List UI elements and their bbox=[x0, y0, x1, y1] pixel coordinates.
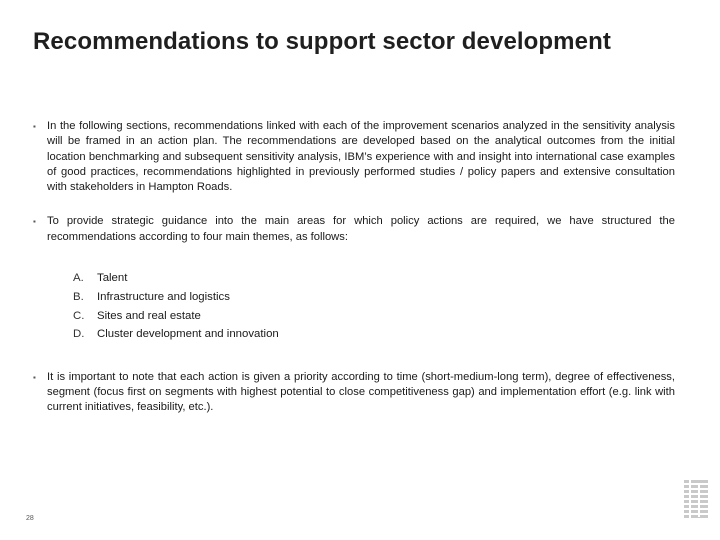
list-label: Infrastructure and logistics bbox=[97, 291, 230, 304]
list-label: Talent bbox=[97, 272, 128, 285]
bullet-text: It is important to note that each action is given a priority according to time (short-medium-long term), degree of effectiveness, segment (focus first on segments with highest potential to close competitiveness gap) and implementation effort (e.g. link with current initiatives, feasibility, etc.). bbox=[47, 370, 675, 414]
ibm-logo-icon bbox=[684, 480, 708, 520]
bullet-text: To provide strategic guidance into the main areas for which policy actions are required, we have structured the recommendations according to four main themes, as follows: bbox=[47, 215, 675, 243]
themes-list bbox=[47, 269, 675, 344]
list-item bbox=[47, 288, 675, 307]
bullet-marker: ▪ bbox=[33, 372, 36, 382]
slide-body bbox=[33, 119, 675, 416]
list-item bbox=[47, 306, 675, 325]
list-item bbox=[47, 269, 675, 288]
bullet-intro bbox=[33, 119, 675, 195]
bullet-marker: ▪ bbox=[33, 122, 36, 131]
page-number: 28 bbox=[26, 515, 34, 522]
slide-title: Recommendations to support sector development bbox=[33, 28, 611, 55]
list-letter: A. bbox=[73, 272, 84, 285]
list-letter: C. bbox=[73, 309, 85, 322]
list-label: Sites and real estate bbox=[97, 309, 201, 322]
bullet-themes-intro bbox=[33, 214, 675, 245]
list-label: Cluster development and innovation bbox=[97, 328, 279, 341]
bullet-text: In the following sections, recommendations linked with each of the improvement scenarios analyzed in the sensitivity analysis will be framed in an action plan. The recommendations are developed based on the analytical outcomes from the initial location benchmarking and subsequent sensitivity analysis, IBM’s experience with and insight into international case examples of good practices, recommendations highlighted in previously performed studies / policy papers and extensive consultation with stakeholders in Hampton Roads. bbox=[47, 120, 675, 194]
list-item bbox=[47, 325, 675, 344]
list-letter: D. bbox=[73, 328, 85, 341]
bullet-priority-note bbox=[33, 370, 675, 416]
list-letter: B. bbox=[73, 291, 84, 304]
bullet-marker: ▪ bbox=[33, 217, 36, 227]
